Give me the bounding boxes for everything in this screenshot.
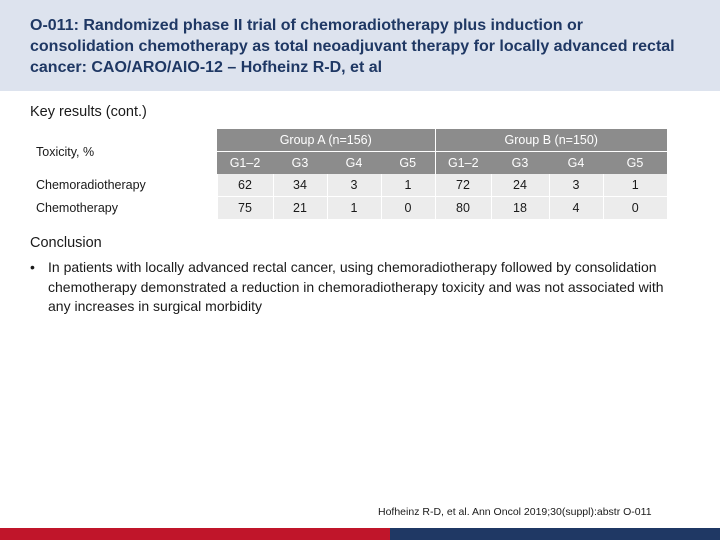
grade-header: G3 — [273, 152, 327, 175]
table-cell: 24 — [491, 174, 549, 197]
table-cell: 21 — [273, 197, 327, 220]
conclusion-heading: Conclusion — [30, 235, 102, 251]
table-cell: 34 — [273, 174, 327, 197]
table-cell: 72 — [435, 174, 491, 197]
table-row — [30, 174, 667, 197]
citation: Hofheinz R-D, et al. Ann Oncol 2019;30(suppl):abstr O-011 — [378, 506, 652, 518]
grade-header: G5 — [603, 152, 667, 175]
page-title: O-011: Randomized phase II trial of chemoradiotherapy plus induction or consolidation chemotherapy as total neoadjuvant therapy for locally advanced rectal cancer: CAO/ARO/AIO-12 – Hofheinz R-D, et al — [30, 17, 675, 76]
toxicity-table — [30, 129, 667, 220]
table-cell: 0 — [603, 197, 667, 220]
conclusion-text: In patients with locally advanced rectal cancer, using chemoradiotherapy followed by consolidation chemotherapy demonstrated a reduction in chemoradiotherapy toxicity and was not associated with any increases in surgical morbidity — [48, 259, 664, 314]
table-cell: 62 — [217, 174, 273, 197]
bullet-icon: • — [30, 259, 35, 275]
grade-header: G5 — [381, 152, 435, 175]
table-cell: 4 — [549, 197, 603, 220]
title-banner — [0, 0, 720, 91]
grade-header: G4 — [549, 152, 603, 175]
grade-header: G4 — [327, 152, 381, 175]
footer-blue-bar — [390, 528, 720, 540]
row-label: Chemoradiotherapy — [30, 174, 217, 197]
table-cell: 75 — [217, 197, 273, 220]
footer-red-bar — [0, 528, 390, 540]
group-a-header: Group A (n=156) — [217, 129, 435, 152]
grade-header: G1–2 — [435, 152, 491, 175]
grade-header: G1–2 — [217, 152, 273, 175]
table-row — [30, 197, 667, 220]
table-corner-label: Toxicity, % — [30, 129, 217, 174]
table-cell: 18 — [491, 197, 549, 220]
table-cell: 1 — [381, 174, 435, 197]
section-label: Key results (cont.) — [30, 104, 147, 120]
table-cell: 3 — [327, 174, 381, 197]
group-b-header: Group B (n=150) — [435, 129, 667, 152]
conclusion-bullet — [30, 258, 690, 317]
table-cell: 0 — [381, 197, 435, 220]
row-label: Chemotherapy — [30, 197, 217, 220]
grade-header: G3 — [491, 152, 549, 175]
table-cell: 80 — [435, 197, 491, 220]
table-cell: 1 — [603, 174, 667, 197]
table-cell: 3 — [549, 174, 603, 197]
table-cell: 1 — [327, 197, 381, 220]
